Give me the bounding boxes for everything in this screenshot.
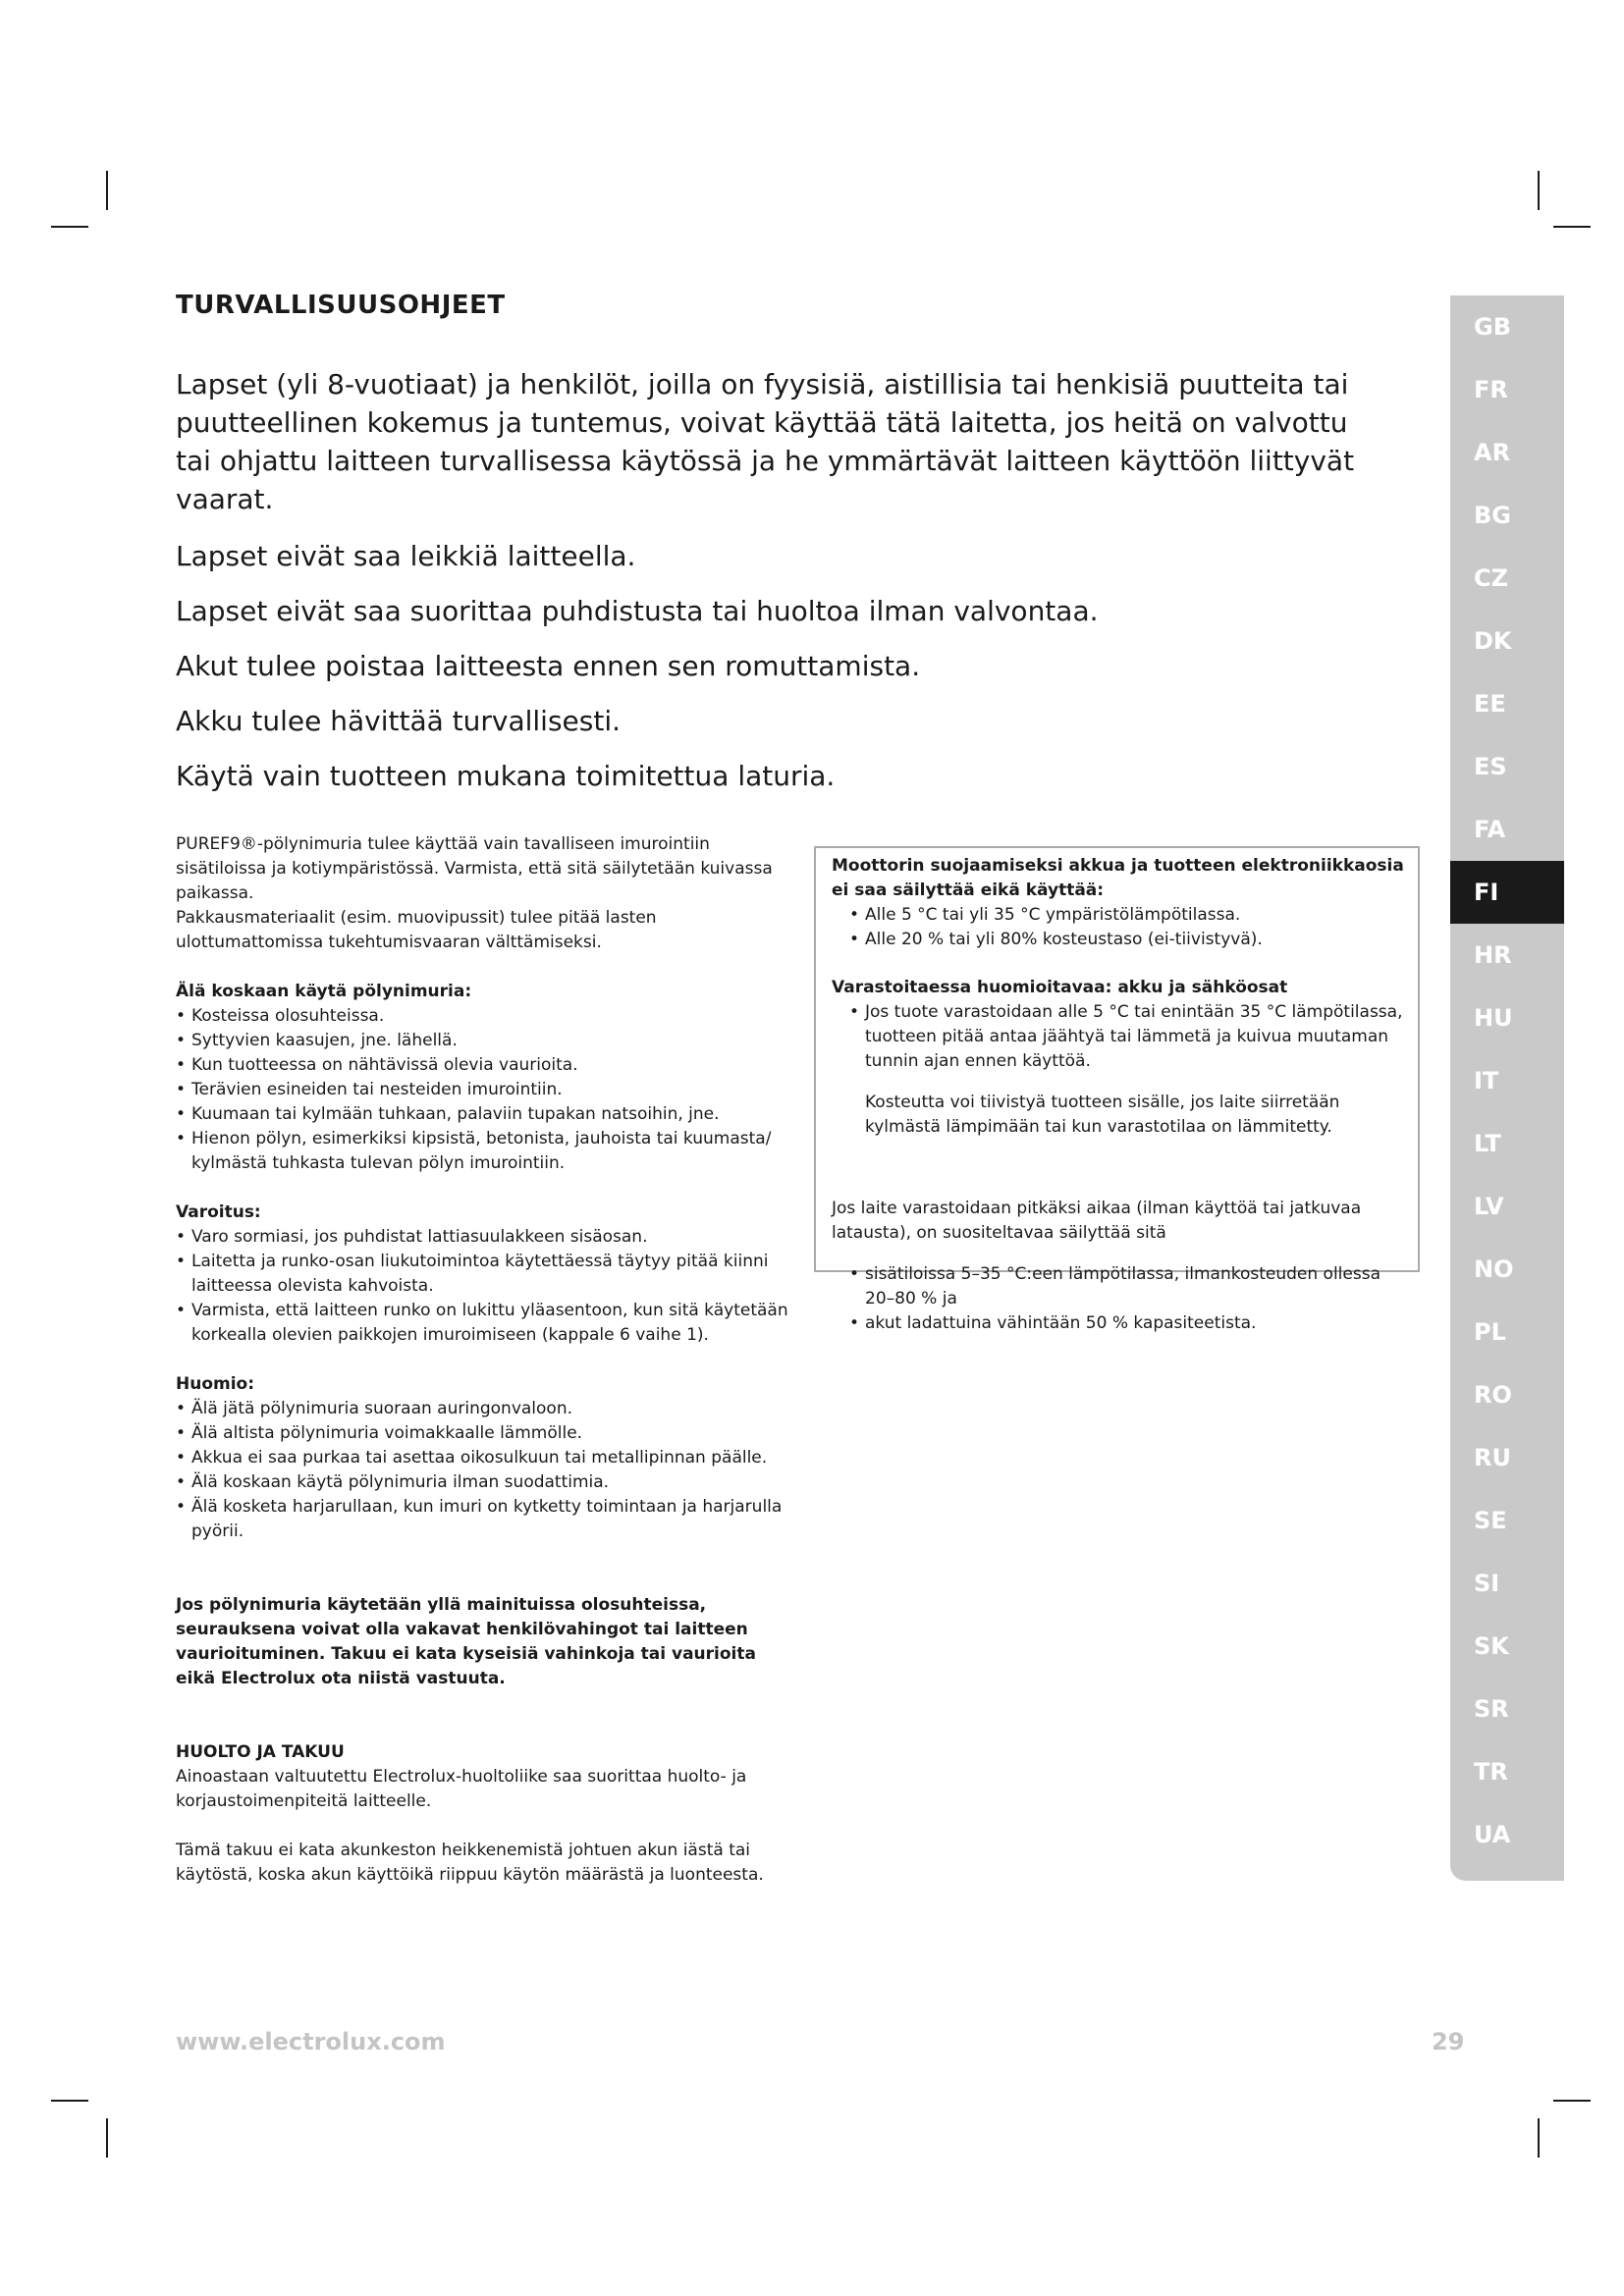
- longterm-text: Jos laite varastoidaan pitkäksi aikaa (ilman käyttöä tai jatkuvaa latausta), on suositeltavaa säilyttää sitä: [832, 1199, 1362, 1243]
- list-item: • Varo sormiasi, jos puhdistat lattiasuulakkeen sisäosan.: [176, 1225, 789, 1250]
- intro-paragraph: Lapset eivät saa suorittaa puhdistusta tai huoltoa ilman valvontaa.: [176, 595, 1099, 627]
- lang-tab-fa[interactable]: FA: [1474, 816, 1506, 843]
- intro-block: [176, 365, 1383, 812]
- list-item: • sisätiloissa 5–35 °C:een lämpötilassa, ilmankosteuden ollessa 20–80 % ja: [849, 1262, 1404, 1311]
- crop-mark: [1553, 226, 1591, 228]
- lang-tab-hu[interactable]: HU: [1474, 1004, 1513, 1032]
- list-item: • Akkua ei saa purkaa tai asettaa oikosulkuun tai metallipinnan päälle.: [176, 1446, 789, 1470]
- page-title: TURVALLISUUSOHJEET: [176, 291, 506, 320]
- note-heading: Huomio:: [176, 1374, 255, 1394]
- lang-tab-ee[interactable]: EE: [1474, 690, 1506, 718]
- intro-paragraph: Lapset eivät saa leikkiä laitteella.: [176, 540, 636, 572]
- lang-tab-lt[interactable]: LT: [1474, 1130, 1501, 1157]
- crop-mark: [106, 171, 108, 210]
- lang-tab-sk[interactable]: SK: [1474, 1632, 1509, 1660]
- usage-text: PUREF9®-pölynimuria tulee käyttää vain tavalliseen imurointiin sisätiloissa ja kotiympäristössä. Varmista, että sitä säilytetään kuivassa paikassa.: [176, 834, 773, 903]
- lang-tab-cz[interactable]: CZ: [1474, 564, 1509, 592]
- lang-tab-ar[interactable]: AR: [1474, 439, 1511, 466]
- list-item: • Alle 20 % tai yli 80% kosteustaso (ei-tiivistyvä).: [849, 928, 1404, 952]
- intro-paragraph: Lapset (yli 8-vuotiaat) ja henkilöt, joilla on fyysisiä, aistillisia tai henkisiä puutteita tai puutteellinen kokemus ja tuntemus, voivat käyttää tätä laitetta, jos heitä on valvottu tai ohjattu laitteen turvallisessa käytössä ja he ymmärtävät laitteen käyttöön liittyvät vaarat.: [176, 368, 1355, 515]
- list-item: • Varmista, että laitteen runko on lukittu yläasentoon, kun sitä käytetään korkealla olevien paikkojen imuroimiseen (kappale 6 vaihe 1).: [176, 1299, 789, 1348]
- storage-list: [832, 1000, 1404, 1074]
- note-list: [176, 1397, 789, 1544]
- list-item: • Älä jätä pölynimuria suoraan auringonvaloon.: [176, 1397, 789, 1421]
- crop-mark: [1538, 2118, 1540, 2158]
- intro-paragraph: Käytä vain tuotteen mukana toimitettua laturia.: [176, 760, 836, 792]
- lang-tab-ru[interactable]: RU: [1474, 1444, 1511, 1471]
- packaging-text: Pakkausmateriaalit (esim. muovipussit) tulee pitää lasten ulottumattomissa tukehtumisvaaran välttämiseksi.: [176, 908, 657, 952]
- lang-tab-si[interactable]: SI: [1474, 1570, 1500, 1597]
- page-number: 29: [1432, 2028, 1465, 2056]
- lang-tab-es[interactable]: ES: [1474, 753, 1507, 780]
- list-item: • Älä altista pölynimuria voimakkaalle lämmölle.: [176, 1421, 789, 1446]
- storage-note: Kosteutta voi tiivistyä tuotteen sisälle, jos laite siirretään kylmästä lämpimään tai kun varastotilaa on lämmitetty.: [865, 1093, 1340, 1137]
- list-item: • Laitetta ja runko-osan liukutoimintoa käytettäessä täytyy pitää kiinni laitteessa olevista kahvoista.: [176, 1250, 789, 1299]
- lang-tab-lv[interactable]: LV: [1474, 1193, 1504, 1220]
- storage-info-box: [814, 846, 1420, 1333]
- never-use-list: [176, 1004, 789, 1176]
- list-item: • Kosteissa olosuhteissa.: [176, 1004, 789, 1029]
- lang-tab-ro[interactable]: RO: [1474, 1381, 1512, 1409]
- list-item: • akut ladattuina vähintään 50 % kapasiteetista.: [849, 1311, 1404, 1336]
- list-item: • Terävien esineiden tai nesteiden imurointiin.: [176, 1078, 789, 1102]
- lang-tab-fr[interactable]: FR: [1474, 376, 1508, 403]
- liability-notice: Jos pölynimuria käytetään yllä mainituissa olosuhteissa, seurauksena voivat olla vakavat henkilövahingot tai laitteen vaurioituminen. Takuu ei kata kyseisiä vahinkoja tai vaurioita eikä Electrolux ota niistä vastuuta.: [176, 1595, 756, 1688]
- list-item: • Älä koskaan käytä pölynimuria ilman suodattimia.: [176, 1470, 789, 1495]
- box-list: [832, 903, 1404, 952]
- storage-heading: Varastoitaessa huomioitavaa: akku ja sähköosat: [832, 978, 1288, 997]
- lang-tab-it[interactable]: IT: [1474, 1067, 1499, 1095]
- lang-tab-sr[interactable]: SR: [1474, 1695, 1509, 1723]
- footer-url[interactable]: www.electrolux.com: [176, 2028, 446, 2056]
- lang-tab-bg[interactable]: BG: [1474, 502, 1511, 529]
- crop-mark: [1538, 171, 1540, 210]
- intro-paragraph: Akut tulee poistaa laitteesta ennen sen romuttamista.: [176, 650, 921, 682]
- crop-mark: [1553, 2100, 1591, 2102]
- lang-tab-tr[interactable]: TR: [1474, 1758, 1508, 1786]
- lang-tab-dk[interactable]: DK: [1474, 627, 1512, 655]
- lang-tab-ua[interactable]: UA: [1474, 1821, 1511, 1848]
- list-item: • Kuumaan tai kylmään tuhkaan, palaviin tupakan natsoihin, jne.: [176, 1102, 789, 1127]
- language-sidebar: [1450, 295, 1564, 1881]
- box-heading: Moottorin suojaamiseksi akkua ja tuotteen elektroniikkaosia ei saa säilyttää eikä käyttää:: [832, 856, 1404, 900]
- crop-mark: [106, 2118, 108, 2158]
- list-item: • Jos tuote varastoidaan alle 5 °C tai enintään 35 °C lämpötilassa, tuotteen pitää antaa jäähtyä tai lämmetä ja kuivua muutaman tunnin ajan ennen käyttöä.: [849, 1000, 1404, 1074]
- longterm-list: [832, 1262, 1404, 1336]
- service-heading: HUOLTO JA TAKUU: [176, 1742, 345, 1762]
- never-use-heading: Älä koskaan käytä pölynimuria:: [176, 982, 472, 1001]
- lang-tab-fi[interactable]: FI: [1450, 861, 1564, 924]
- list-item: • Syttyvien kaasujen, jne. lähellä.: [176, 1029, 789, 1053]
- service-text: Ainoastaan valtuutettu Electrolux-huoltoliike saa suorittaa huolto- ja korjaustoimenpiteitä laitteelle.: [176, 1767, 747, 1811]
- left-column: [176, 832, 789, 1888]
- list-item: • Hienon pölyn, esimerkiksi kipsistä, betonista, jauhoista tai kuumasta/ kylmästä tuhkasta tulevan pölyn imurointiin.: [176, 1127, 789, 1176]
- warning-heading: Varoitus:: [176, 1202, 261, 1222]
- crop-mark: [51, 226, 88, 228]
- list-item: • Kun tuotteessa on nähtävissä olevia vaurioita.: [176, 1053, 789, 1078]
- list-item: • Alle 5 °C tai yli 35 °C ympäristölämpötilassa.: [849, 903, 1404, 928]
- lang-tab-se[interactable]: SE: [1474, 1507, 1507, 1534]
- intro-paragraph: Akku tulee hävittää turvallisesti.: [176, 705, 622, 737]
- lang-tab-no[interactable]: NO: [1474, 1255, 1514, 1283]
- lang-tab-hr[interactable]: HR: [1474, 941, 1512, 969]
- crop-mark: [51, 2100, 88, 2102]
- warranty-text: Tämä takuu ei kata akunkeston heikkenemistä johtuen akun iästä tai käytöstä, koska akun käyttöikä riippuu käytön määrästä ja luonteesta.: [176, 1841, 764, 1885]
- list-item: • Älä kosketa harjarullaan, kun imuri on kytketty toimintaan ja harjarulla pyörii.: [176, 1495, 789, 1544]
- warning-list: [176, 1225, 789, 1348]
- lang-tab-gb[interactable]: GB: [1474, 313, 1511, 341]
- lang-tab-pl[interactable]: PL: [1474, 1318, 1506, 1346]
